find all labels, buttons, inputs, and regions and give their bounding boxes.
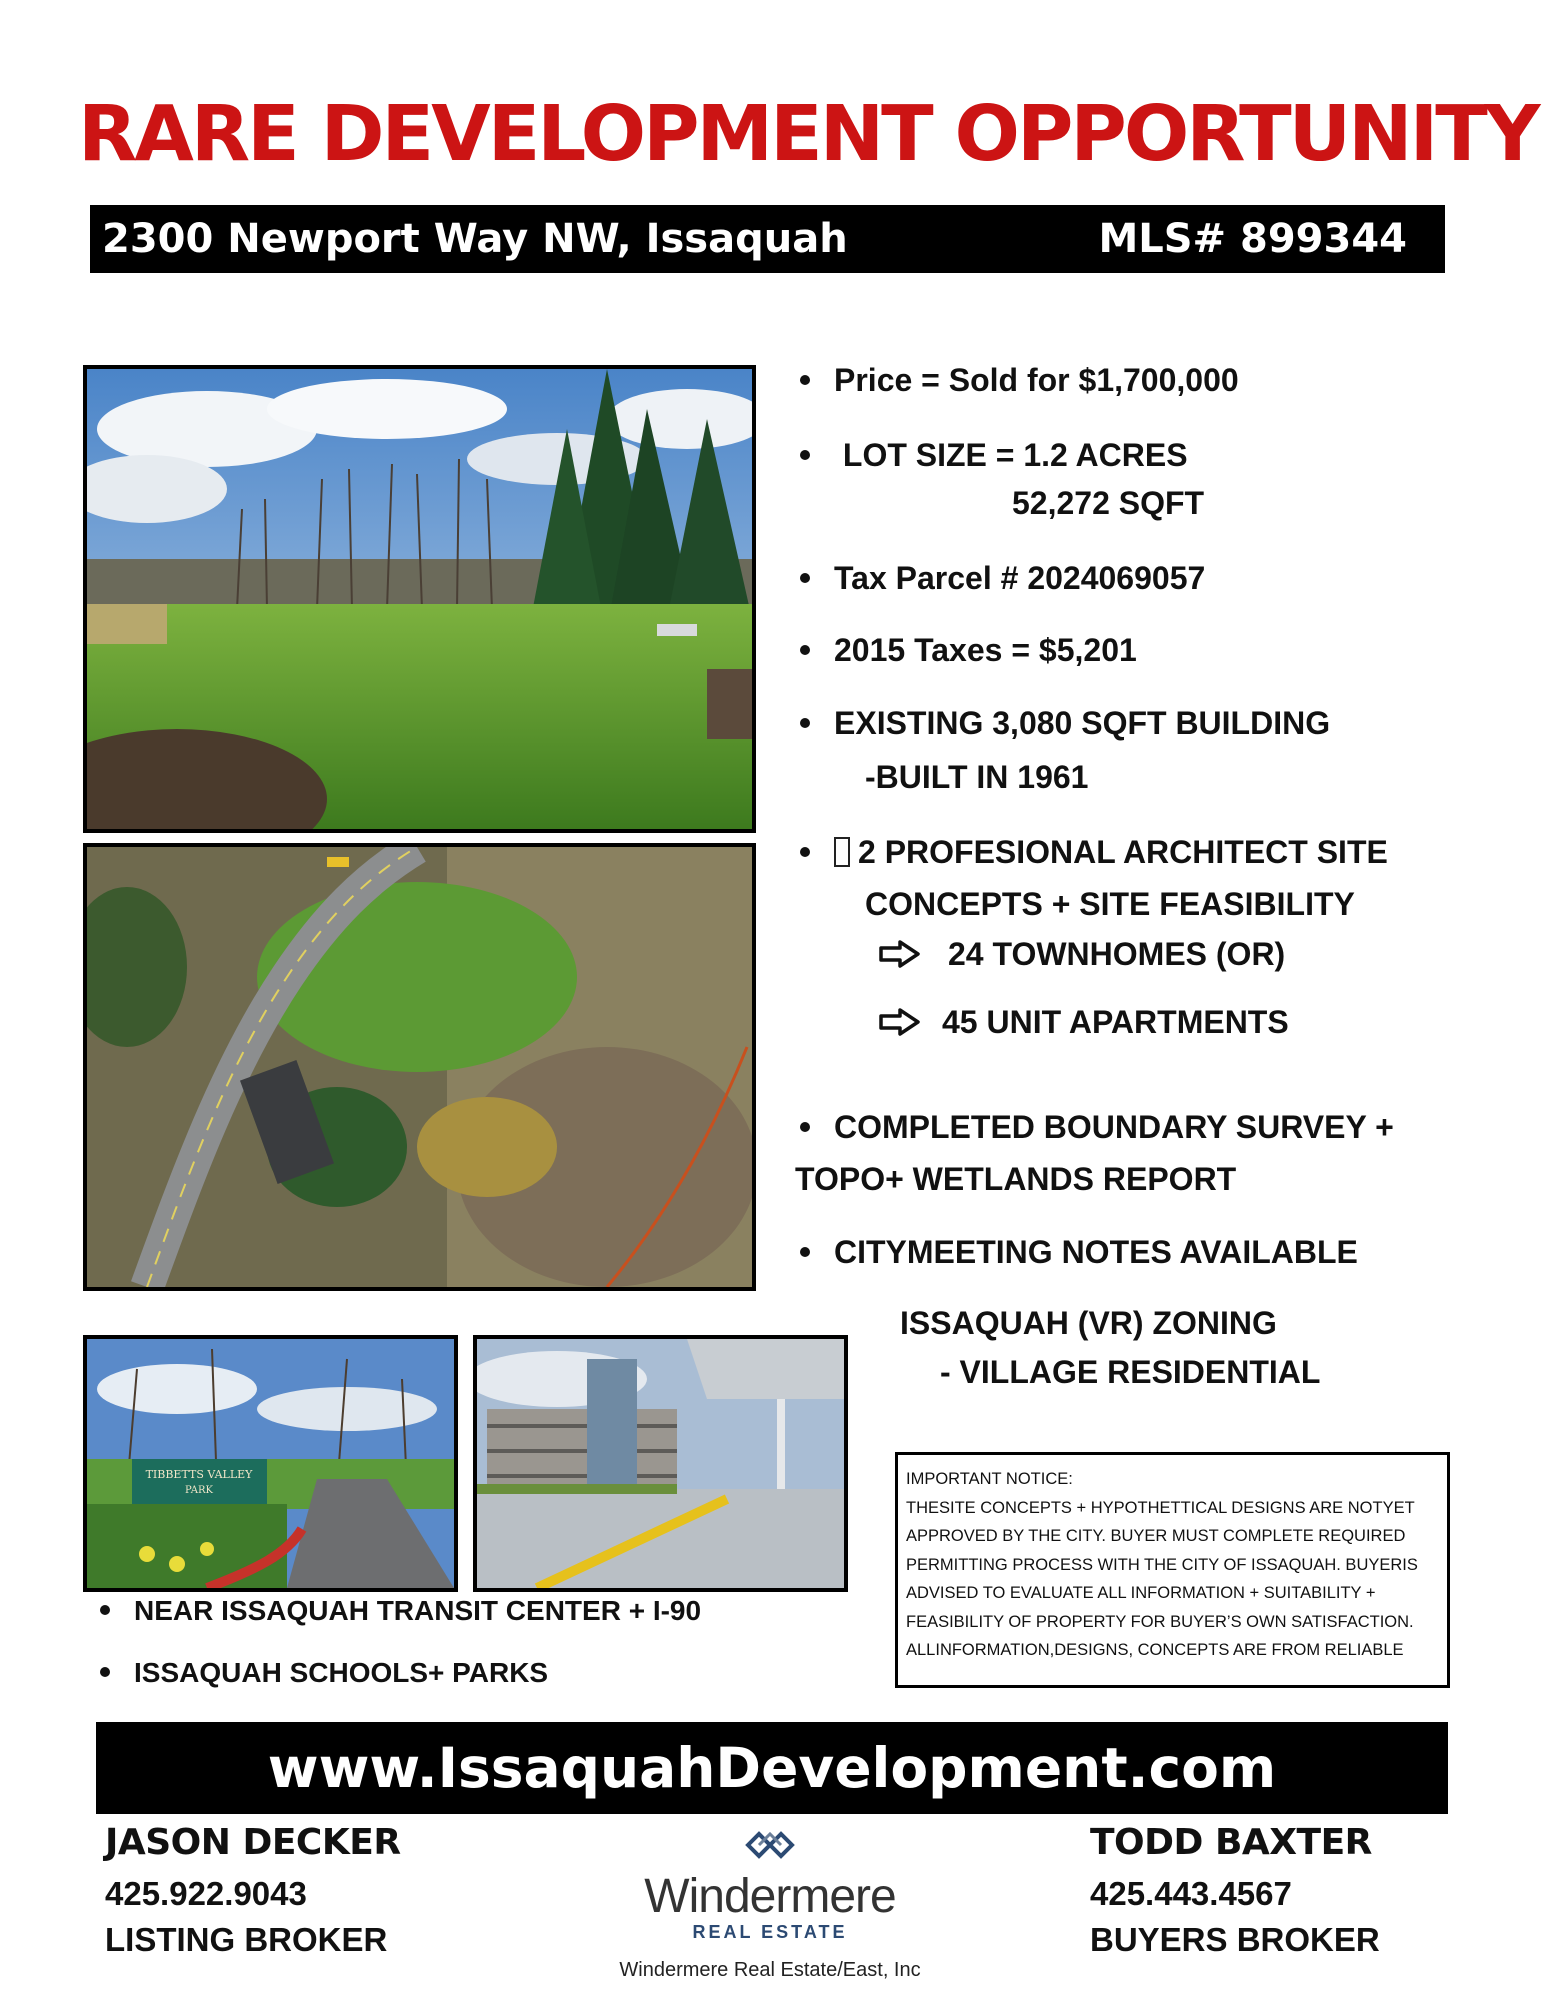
apartments-text: 45 UNIT APARTMENTS [942, 1004, 1289, 1040]
lot-size-text: LOT SIZE = 1.2 ACRES [842, 437, 1188, 473]
address-bar [90, 205, 1445, 273]
bullet-dot [800, 375, 810, 385]
bullet-dot [800, 573, 810, 583]
lot-size-item [800, 435, 1188, 475]
lot-sqft-text: 52,272 SQFT [1012, 485, 1205, 521]
bullet-dot [100, 1605, 110, 1615]
listing-broker-phone[interactable]: 425.922.9043 [105, 1875, 307, 1912]
townhomes-item [878, 934, 1285, 974]
city-meeting-item [800, 1232, 1358, 1272]
building-text: EXISTING 3,080 SQFT BUILDING [834, 705, 1331, 741]
notice-line: APPROVED BY THE CITY. BUYER MUST COMPLETE REQUIRED [906, 1527, 1406, 1545]
bullet-dot [800, 1247, 810, 1257]
tax-parcel-item [800, 558, 1205, 598]
buyers-broker-name: TODD BAXTER [1090, 1822, 1372, 1863]
bullet-dot [800, 847, 810, 857]
transit-text: NEAR ISSAQUAH TRANSIT CENTER + I-90 [134, 1595, 702, 1626]
svg-text:PARK: PARK [184, 1485, 214, 1496]
transit-item [100, 1595, 701, 1627]
notice-line: ALLINFORMATION,DESIGNS, CONCEPTS ARE FROM RELIABLE [906, 1641, 1404, 1659]
buyers-broker-phone[interactable]: 425.443.4567 [1090, 1875, 1292, 1912]
listing-broker-role: LISTING BROKER [105, 1921, 388, 1958]
bullet-dot [800, 1122, 810, 1132]
city-meeting-text: CITYMEETING NOTES AVAILABLE [834, 1234, 1358, 1270]
windermere-logo [600, 1828, 940, 1982]
lot-panorama-photo [83, 365, 756, 833]
notice-line: IMPORTANT NOTICE: [906, 1470, 1073, 1488]
architect-text-line2: CONCEPTS + SITE FEASIBILITY [865, 886, 1355, 922]
website-link[interactable]: www.IssaquahDevelopment.com [267, 1736, 1277, 1800]
missing-glyph-icon [834, 837, 850, 867]
architect-text-line1: 2 PROFESIONAL ARCHITECT SITE [858, 834, 1388, 870]
zoning-text-line1: ISSAQUAH (VR) ZONING [900, 1305, 1277, 1341]
bullet-dot [800, 450, 810, 460]
aerial-photo [83, 843, 756, 1291]
bullet-dot [800, 718, 810, 728]
park-sign-photo [83, 1335, 458, 1592]
buyers-broker-contact [1090, 1822, 1380, 1959]
mls-number: MLS# 899344 [1098, 216, 1407, 262]
important-notice [895, 1452, 1450, 1688]
notice-line: ADVISED TO EVALUATE ALL INFORMATION + SUITABILITY + [906, 1584, 1376, 1602]
windermere-diamond-icon [742, 1828, 798, 1862]
building-item [800, 703, 1330, 743]
buyers-broker-role: BUYERS BROKER [1090, 1921, 1380, 1958]
logo-brand-name: Windermere [644, 1870, 896, 1923]
price-text: Price = Sold for $1,700,000 [834, 362, 1239, 398]
price-item [800, 360, 1239, 400]
schools-text: ISSAQUAH SCHOOLS+ PARKS [134, 1657, 549, 1688]
built-year-text: -BUILT IN 1961 [865, 759, 1089, 795]
website-banner [96, 1722, 1448, 1814]
logo-subtitle: REAL ESTATE [692, 1922, 848, 1942]
townhomes-text: 24 TOWNHOMES (OR) [948, 936, 1286, 972]
architect-item [800, 832, 1388, 872]
arrow-right-icon [878, 1007, 922, 1037]
apartments-item [878, 1002, 1289, 1042]
svg-text:TIBBETTS VALLEY: TIBBETTS VALLEY [145, 1468, 253, 1481]
taxes-item [800, 630, 1137, 670]
listing-broker-name: JASON DECKER [105, 1822, 401, 1863]
schools-item [100, 1657, 548, 1689]
property-address: 2300 Newport Way NW, Issaquah [102, 216, 848, 262]
bullet-dot [800, 645, 810, 655]
notice-line: FEASIBILITY OF PROPERTY FOR BUYER’S OWN SATISFACTION. [906, 1612, 1414, 1631]
transit-center-photo [473, 1335, 848, 1592]
zoning-text-line2: - VILLAGE RESIDENTIAL [940, 1354, 1321, 1390]
survey-item [800, 1107, 1394, 1147]
arrow-right-icon [878, 939, 922, 969]
office-name: Windermere Real Estate/East, Inc [619, 1959, 921, 1981]
bullet-dot [100, 1667, 110, 1677]
taxes-text: 2015 Taxes = $5,201 [834, 632, 1137, 668]
notice-line: THESITE CONCEPTS + HYPOTHETTICAL DESIGNS ARE NOTYET [906, 1498, 1415, 1517]
page-headline: RARE DEVELOPMENT OPPORTUNITY [78, 90, 1538, 179]
listing-broker-contact [105, 1822, 401, 1959]
survey-text-line2: TOPO+ WETLANDS REPORT [795, 1161, 1237, 1197]
tax-parcel-text: Tax Parcel # 2024069057 [834, 560, 1206, 596]
survey-text-line1: COMPLETED BOUNDARY SURVEY + [834, 1109, 1394, 1145]
notice-line: PERMITTING PROCESS WITH THE CITY OF ISSAQUAH. BUYERIS [906, 1555, 1418, 1574]
